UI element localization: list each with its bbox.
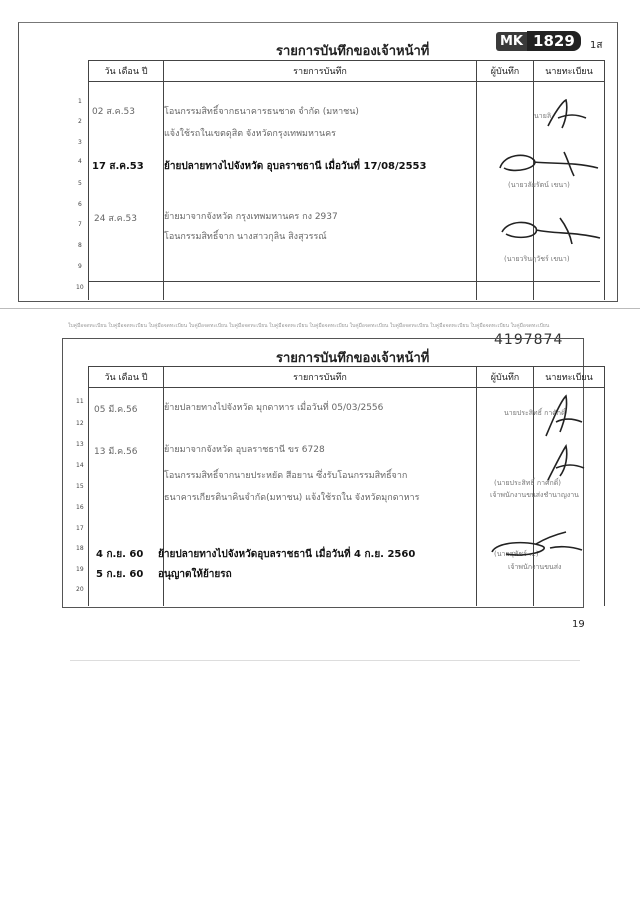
entry-text: ธนาคารเกียรตินาคินจำกัด(มหาชน) แจ้งใช้รถใน จังหวัดมุกดาหาร [164, 493, 420, 503]
signature-mark [496, 214, 606, 254]
line-number: 2 [78, 118, 82, 125]
line-number: 18 [76, 545, 84, 552]
line-number: 11 [76, 398, 84, 405]
col-registrar-header: นายทะเบียน [534, 367, 605, 388]
entry-text: โอนกรรมสิทธิ์จาก นางสาวกุลิน สิงสุวรรณ์ [164, 232, 327, 242]
col-registrar-header: นายทะเบียน [534, 61, 605, 82]
registrar-stamp: (นายวรินฤวัชร์ เขนา) [504, 255, 570, 263]
entry-text: โอนกรรมสิทธิ์จากธนาคารธนชาต จำกัด (มหาชน) [164, 107, 359, 117]
col-recorder-header: ผู้บันทึก [477, 367, 534, 388]
bottom-page-title: รายการบันทึกของเจ้าหน้าที่ [276, 351, 430, 366]
line-number: 19 [76, 566, 84, 573]
entry-date: 5 ก.ย. 60 [96, 569, 144, 580]
line-number: 3 [78, 139, 82, 146]
col-date-header: วัน เดือน ปี [89, 367, 164, 388]
registrar-stamp: นายลิ [534, 112, 552, 120]
registrar-stamp: (นายสุพัชร์ ...) [494, 550, 539, 558]
entry-text: แจ้งใช้รถในเขตดุสิต จังหวัดกรุงเทพมหานคร [164, 129, 336, 139]
col-entry-header: รายการบันทึก [164, 367, 477, 388]
entry-text: ย้ายมาจากจังหวัด อุบลราชธานี ขร 6728 [164, 445, 325, 455]
volume-label: 1ส [590, 40, 603, 51]
registrar-stamp: เจ้าพนักงานขนส่ง [508, 563, 562, 571]
line-number: 5 [78, 180, 82, 187]
line-number: 17 [76, 525, 84, 532]
line-number: 6 [78, 201, 82, 208]
entry-date: 24 ส.ค.53 [94, 214, 138, 224]
entry-text: อนุญาตให้ย้ายรถ [158, 569, 232, 580]
entry-date: 13 มี.ค.56 [94, 447, 138, 457]
signature-mark [486, 528, 586, 568]
line-number: 14 [76, 462, 84, 469]
line-number: 15 [76, 483, 84, 490]
line-number: 10 [76, 284, 84, 291]
mk-badge-prefix: MK [496, 32, 527, 51]
registrar-stamp: (นายประสิทธิ์ กาศักดิ์) [494, 479, 562, 487]
signature-mark [538, 442, 588, 484]
entry-date: 02 ส.ค.53 [92, 107, 136, 117]
entry-text: ย้ายปลายทางไปจังหวัดอุบลราชธานี เมื่อวันที่ 4 ก.ย. 2560 [158, 549, 416, 560]
col-recorder-header: ผู้บันทึก [477, 61, 534, 82]
registrar-stamp: นายประสิทธิ์ กาศักดิ์ [504, 409, 566, 417]
page-number: 19 [572, 619, 585, 630]
registrar-stamp: (นายวลัยรัตน์ เขนา) [508, 181, 570, 189]
col-date-header: วัน เดือน ปี [89, 61, 164, 82]
mk-badge-number: 1829 [527, 31, 581, 51]
serial-number: 4197874 [494, 332, 564, 348]
line-number: 8 [78, 242, 82, 249]
registrar-stamp: เจ้าพนักงานขนส่งชำนาญงาน [490, 491, 579, 499]
entry-date: 17 ส.ค.53 [92, 161, 144, 172]
line-number: 4 [78, 158, 82, 165]
entry-date: 05 มี.ค.56 [94, 405, 138, 415]
signature-mark [540, 96, 590, 136]
signature-mark [536, 392, 586, 442]
entry-text: ย้ายปลายทางไปจังหวัด มุกดาหาร เมื่อวันที่ 05/03/2556 [164, 403, 384, 413]
entry-date: 4 ก.ย. 60 [96, 549, 144, 560]
top-page-title: รายการบันทึกของเจ้าหน้าที่ [276, 44, 430, 59]
line-number: 12 [76, 420, 84, 427]
mk-badge [496, 30, 581, 52]
line-number: 7 [78, 221, 82, 228]
line-number: 20 [76, 586, 84, 593]
line-number: 1 [78, 98, 82, 105]
entry-text: ย้ายปลายทางไปจังหวัด อุบลราชธานี เมื่อวันที่ 17/08/2553 [164, 161, 427, 172]
signature-mark [494, 146, 604, 186]
entry-text: โอนกรรมสิทธิ์จากนายประหยัด สีอยาน ซึ่งรับโอนกรรมสิทธิ์จาก [164, 471, 408, 481]
line-number: 16 [76, 504, 84, 511]
watermark-strip: ใบคู่มือจดทะเบียน ใบคู่มือจดทะเบียน ใบคู่มือจดทะเบียน ใบคู่มือจดทะเบียน ใบคู่มือจดทะเบียน ใบคู่มือจดทะเบียน ใบคู่มือจดทะเบียน ใบคู่มือจดทะเบียน ใบคู่มือจดทะเบียน ใบคู่มือจดทะเบียน ใบคู่มือจดทะเบียน ใบคู่มือจดทะเบียน [68, 323, 550, 329]
entry-text: ย้ายมาจากจังหวัด กรุงเทพมหานคร กง 2937 [164, 212, 338, 222]
line-number: 13 [76, 441, 84, 448]
col-entry-header: รายการบันทึก [164, 61, 477, 82]
line-number: 9 [78, 263, 82, 270]
